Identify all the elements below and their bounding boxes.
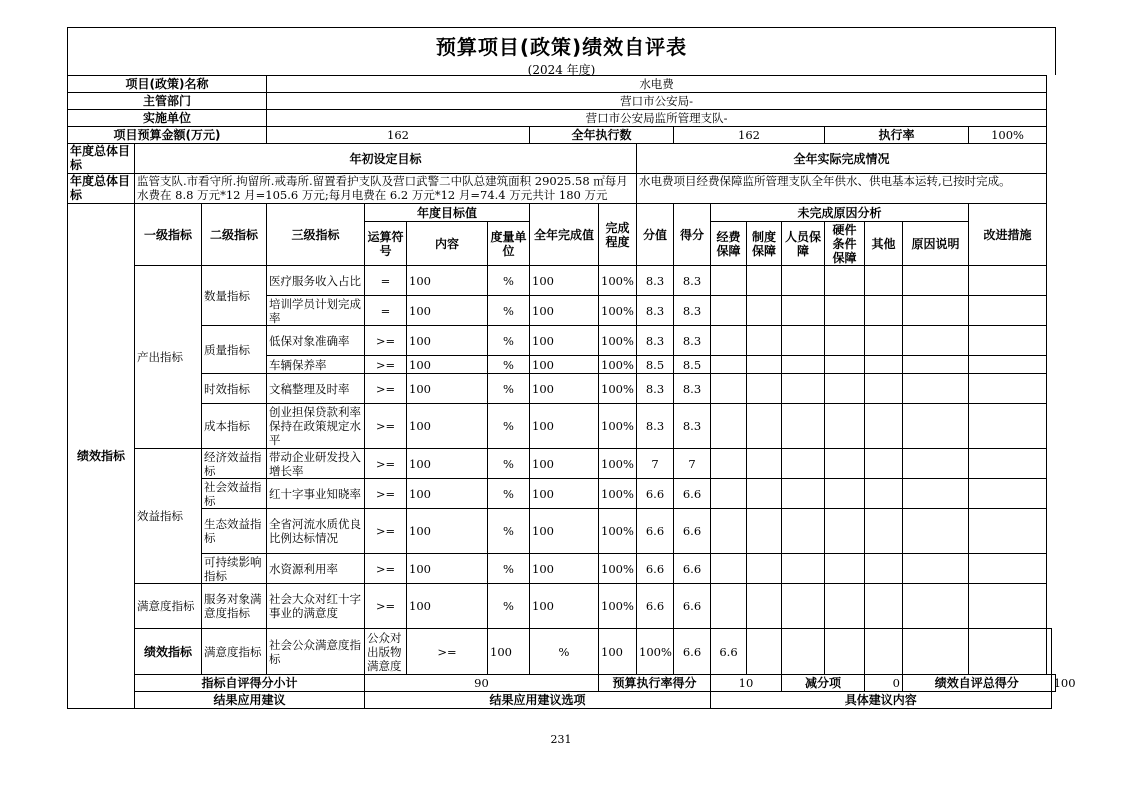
- table-row: [68, 479, 1056, 509]
- budget-label: 项目预算金额(万元): [68, 127, 267, 144]
- indicator-degree: 100%: [599, 374, 637, 404]
- indicator-actual: 100: [530, 584, 599, 629]
- document-year: (2024 年度): [527, 63, 596, 77]
- indicator-actual: 100: [530, 356, 599, 374]
- reason-hardware-header: 硬件条件保障: [825, 222, 865, 266]
- indicator-name: 水资源利用率: [267, 554, 365, 584]
- indicator-value: 6.6: [637, 479, 674, 509]
- indicator-name: 医疗服务收入占比: [267, 266, 365, 296]
- indicator-content: 100: [407, 374, 488, 404]
- annual-goal-label-2: 年度总体目标: [68, 174, 135, 204]
- title-block: [67, 27, 1056, 75]
- indicator-content: 100: [407, 584, 488, 629]
- indicator-op: >=: [365, 584, 407, 629]
- indicator-name: 带动企业研发投入增长率: [267, 449, 365, 479]
- indicator-unit: %: [488, 479, 530, 509]
- indicator-name: 低保对象准确率: [267, 326, 365, 356]
- performance-indicators-label-2: 绩效指标: [135, 629, 202, 675]
- subtotal-value: 90: [365, 675, 599, 692]
- subgroup-ecological: 生态效益指标: [202, 509, 267, 554]
- indicator-name: 培训学员计划完成率: [267, 296, 365, 326]
- indicator-actual: 100: [530, 296, 599, 326]
- indicator-content: 100: [407, 449, 488, 479]
- indicator-content: 100: [407, 266, 488, 296]
- actual-result-header: 全年实际完成情况: [637, 144, 1047, 174]
- table-row: [68, 584, 1056, 629]
- reason-system-header: 制度保障: [747, 222, 782, 266]
- indicator-degree: 100%: [599, 554, 637, 584]
- group-output: 产出指标: [135, 266, 202, 449]
- subgroup-service: 服务对象满意度指标: [202, 584, 267, 629]
- indicator-unit: %: [488, 554, 530, 584]
- indicator-unit: %: [488, 356, 530, 374]
- score-value-header: 分值: [637, 204, 674, 266]
- indicator-score: 8.3: [674, 404, 711, 449]
- indicator-op: =: [365, 296, 407, 326]
- indicator-value: 8.3: [637, 404, 674, 449]
- budget-rate-score-label: 预算执行率得分: [599, 675, 711, 692]
- group-satisfaction: 满意度指标: [135, 584, 202, 629]
- indicator-actual: 100: [530, 326, 599, 356]
- indicator-degree: 100%: [599, 266, 637, 296]
- goals-header-row: [68, 144, 1056, 174]
- goals-text-row: [68, 174, 1056, 204]
- indicator-actual: 100: [599, 629, 637, 675]
- indicator-op: >=: [407, 629, 488, 675]
- indicator-content: 100: [407, 479, 488, 509]
- indicator-value: 8.3: [637, 326, 674, 356]
- indicator-value: 6.6: [674, 629, 711, 675]
- indicator-degree: 100%: [637, 629, 674, 675]
- indicator-value: 6.6: [637, 584, 674, 629]
- subgroup-public: 社会公众满意度指标: [267, 629, 365, 675]
- unit-header: 度量单位: [488, 222, 530, 266]
- indicator-unit: %: [488, 404, 530, 449]
- indicator-name: 创业担保贷款利率保持在政策规定水平: [267, 404, 365, 449]
- subgroup-social: 社会效益指标: [202, 479, 267, 509]
- indicator-content: 100: [407, 554, 488, 584]
- indicator-content: 100: [488, 629, 530, 675]
- annual-goal-label: 年度总体目标: [68, 144, 135, 174]
- execution-rate-value: 100%: [969, 127, 1047, 144]
- indicator-value: 6.6: [637, 509, 674, 554]
- indicator-degree: 100%: [599, 509, 637, 554]
- indicator-op: >=: [365, 374, 407, 404]
- subgroup-cost: 成本指标: [202, 404, 267, 449]
- subgroup-quality: 质量指标: [202, 326, 267, 374]
- deduction-value: 0: [865, 675, 903, 692]
- indicator-score: 8.3: [674, 326, 711, 356]
- total-score-value: 100: [1051, 675, 1055, 692]
- indicator-score: 8.3: [674, 296, 711, 326]
- indicator-content: 100: [407, 404, 488, 449]
- indicator-op: >=: [365, 554, 407, 584]
- indicator-degree: 100%: [599, 326, 637, 356]
- reasons-header: 未完成原因分析: [711, 204, 969, 222]
- indicator-name: 公众对出版物满意度: [365, 629, 407, 675]
- indicator-unit: %: [488, 296, 530, 326]
- indicator-op: >=: [365, 356, 407, 374]
- indicator-degree: 100%: [599, 479, 637, 509]
- indicator-score: 8.3: [674, 374, 711, 404]
- indicator-score: 8.5: [674, 356, 711, 374]
- evaluation-table: [67, 75, 1076, 709]
- result-options-label: 结果应用建议选项: [365, 692, 711, 709]
- indicator-value: 8.5: [637, 356, 674, 374]
- subgroup-timeliness: 时效指标: [202, 374, 267, 404]
- document-title: 预算项目(政策)绩效自评表: [435, 35, 688, 59]
- indicator-degree: 100%: [599, 296, 637, 326]
- department-value: 营口市公安局-: [267, 93, 1047, 110]
- indicator-score: 6.6: [674, 509, 711, 554]
- table-row: [68, 326, 1056, 356]
- indicator-op: >=: [365, 449, 407, 479]
- indicator-degree: 100%: [599, 584, 637, 629]
- subtotal-label: 指标自评得分小计: [135, 675, 365, 692]
- indicator-score: 7: [674, 449, 711, 479]
- reason-fund-header: 经费保障: [711, 222, 747, 266]
- department-label: 主管部门: [68, 93, 267, 110]
- reason-staff-header: 人员保障: [782, 222, 825, 266]
- indicator-actual: 100: [530, 404, 599, 449]
- execution-label: 全年执行数: [530, 127, 674, 144]
- indicator-op: >=: [365, 509, 407, 554]
- score-header: 得分: [674, 204, 711, 266]
- unit-value: 营口市公安局监所管理支队-: [267, 110, 1047, 127]
- totals-row: [68, 675, 1056, 692]
- indicator-value: 8.3: [637, 266, 674, 296]
- indicator-actual: 100: [530, 266, 599, 296]
- indicator-score: 6.6: [711, 629, 747, 675]
- table-row: [68, 404, 1056, 449]
- table-row: [68, 449, 1056, 479]
- indicator-unit: %: [488, 326, 530, 356]
- subgroup-economic: 经济效益指标: [202, 449, 267, 479]
- indicator-value: 8.3: [637, 296, 674, 326]
- level1-header: 一级指标: [135, 204, 202, 266]
- table-row: [68, 374, 1056, 404]
- indicator-content: 100: [407, 326, 488, 356]
- table-row: [68, 629, 1056, 675]
- page-number: 231: [550, 733, 572, 746]
- indicator-op: >=: [365, 404, 407, 449]
- result-row: [68, 692, 1056, 709]
- subgroup-quantity: 数量指标: [202, 266, 267, 326]
- indicator-value: 6.6: [637, 554, 674, 584]
- indicator-op: >=: [365, 326, 407, 356]
- total-score-label: 绩效自评总得分: [903, 675, 1052, 692]
- indicator-actual: 100: [530, 374, 599, 404]
- actual-value-header: 全年完成值: [530, 204, 599, 266]
- level2-header: 二级指标: [202, 204, 267, 266]
- indicator-value: 8.3: [637, 374, 674, 404]
- deduction-label: 减分项: [782, 675, 865, 692]
- group-benefit: 效益指标: [135, 449, 202, 584]
- project-name-label: 项目(政策)名称: [68, 76, 267, 93]
- actual-result-text: 水电费项目经费保障监所管理支队全年供水、供电基本运转,已按时完成。: [637, 174, 1047, 204]
- annual-target-header: 年度目标值: [365, 204, 530, 222]
- execution-value: 162: [674, 127, 825, 144]
- performance-indicators-label: 绩效指标: [68, 204, 135, 709]
- indicator-unit: %: [488, 374, 530, 404]
- indicator-actual: 100: [530, 554, 599, 584]
- indicator-unit: %: [488, 449, 530, 479]
- indicator-name: 全省河流水质优良比例达标情况: [267, 509, 365, 554]
- indicator-value: 7: [637, 449, 674, 479]
- operator-header: 运算符号: [365, 222, 407, 266]
- indicator-header-row-1: [68, 204, 1056, 222]
- result-label: 结果应用建议: [135, 692, 365, 709]
- indicator-op: >=: [365, 479, 407, 509]
- indicator-actual: 100: [530, 449, 599, 479]
- indicator-degree: 100%: [599, 449, 637, 479]
- level3-header: 三级指标: [267, 204, 365, 266]
- indicator-content: 100: [407, 356, 488, 374]
- indicator-unit: %: [530, 629, 599, 675]
- department-row: [68, 93, 1056, 110]
- content-header: 内容: [407, 222, 488, 266]
- completion-degree-header: 完成程度: [599, 204, 637, 266]
- indicator-score: 6.6: [674, 479, 711, 509]
- indicator-name: 车辆保养率: [267, 356, 365, 374]
- table-row: [68, 554, 1056, 584]
- indicator-score: 6.6: [674, 584, 711, 629]
- table-row: [68, 266, 1056, 296]
- indicator-unit: %: [488, 266, 530, 296]
- table-row: [68, 509, 1056, 554]
- indicator-unit: %: [488, 509, 530, 554]
- initial-goal-text: 监管支队.市看守所.拘留所.戒毒所.留置看护支队及营口武警二中队总建筑面积 29025.58 ㎡每月水费在 8.8 万元*12 月=105.6 万元;每月电费在 6.2 万元*12 月=74.4 万元共计 180 万元: [135, 174, 637, 204]
- indicator-unit: %: [488, 584, 530, 629]
- indicator-content: 100: [407, 509, 488, 554]
- subgroup-sustain: 可持续影响指标: [202, 554, 267, 584]
- project-name-row: [68, 76, 1056, 93]
- indicator-name: 文稿整理及时率: [267, 374, 365, 404]
- unit-label: 实施单位: [68, 110, 267, 127]
- indicator-score: 8.3: [674, 266, 711, 296]
- indicator-actual: 100: [530, 479, 599, 509]
- indicator-op: =: [365, 266, 407, 296]
- reason-other-header: 其他: [865, 222, 903, 266]
- budget-value: 162: [267, 127, 530, 144]
- reason-desc-header: 原因说明: [903, 222, 969, 266]
- indicator-degree: 100%: [599, 404, 637, 449]
- indicator-score: 6.6: [674, 554, 711, 584]
- indicator-name: 红十字事业知晓率: [267, 479, 365, 509]
- evaluation-sheet: [67, 27, 1076, 709]
- result-content-label: 具体建议内容: [711, 692, 1052, 709]
- unit-row: [68, 110, 1056, 127]
- project-name-value: 水电费: [267, 76, 1047, 93]
- indicator-content: 100: [407, 296, 488, 326]
- execution-rate-label: 执行率: [825, 127, 969, 144]
- improvement-header: 改进措施: [969, 204, 1047, 266]
- indicator-actual: 100: [530, 509, 599, 554]
- budget-row: [68, 127, 1056, 144]
- indicator-name: 社会大众对红十字事业的满意度: [267, 584, 365, 629]
- budget-rate-score-value: 10: [711, 675, 782, 692]
- group-satisfaction-2: 满意度指标: [202, 629, 267, 675]
- initial-goal-header: 年初设定目标: [135, 144, 637, 174]
- indicator-degree: 100%: [599, 356, 637, 374]
